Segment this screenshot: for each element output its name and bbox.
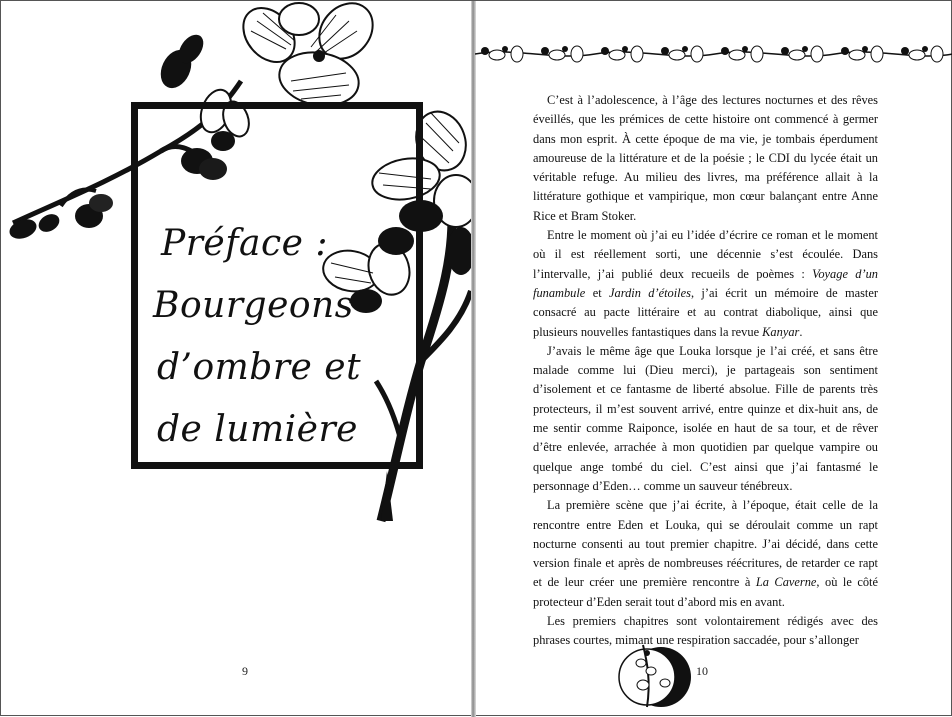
page-number-left: 9 xyxy=(242,664,248,678)
right-page xyxy=(475,1,952,717)
italic-title: La Caverne xyxy=(755,575,817,590)
italic-title: Voyage d’un funambule xyxy=(533,266,878,300)
text-run: . xyxy=(799,324,803,339)
text-run: Entre le moment où j’ai eu l’idée d’écrire ce roman et le moment où il est réellement sorti, une décennie s’est écoulée. Dans l’intervalle, j’ai publié deux recueils de poèmes : xyxy=(533,228,878,281)
text-run: La première scène que j’ai écrite, à l’époque, était celle de la rencontre entre Eden et Louka, qui se déroulait comme un rapt nocturne consenti au tout premier chapitre. J’ai décidé, dans cette version finale et après de nombreuses réécritures, de retarder ce rapt et de leur créer une première rencontre à xyxy=(533,498,878,590)
title-line-2: Bourgeons xyxy=(153,285,354,326)
text-run: et xyxy=(585,285,610,300)
page-number-right: 10 xyxy=(696,664,708,678)
preface-body xyxy=(533,91,878,651)
paragraph xyxy=(533,612,878,651)
title-line-3: d’ombre et xyxy=(157,347,362,388)
text-run: , où le côté protecteur d’Eden serait tout d’abord mis en avant. xyxy=(533,575,878,609)
paragraph xyxy=(533,342,878,496)
orchid-banner xyxy=(475,37,952,71)
text-run: Les premiers chapitres sont volontairement rédigés avec des phrases courtes, mimant une respiration saccadée, pour s’allonger xyxy=(533,614,878,648)
orchid-moon-ornament xyxy=(617,641,697,711)
title-line-1: Préface : xyxy=(161,223,329,264)
text-run: C’est à l’adolescence, à l’âge des lectures nocturnes et des rêves éveillés, que les prémices de cette histoire ont commencé à germer dans mon esprit. À cette époque de ma vie, je tombais éperdument amoureuse de la littérature et de la poésie ; le CDI du lycée était un véritable refuge. Au milieu des livres, ma préférence allait à la littérature gothique et vampirique, mon cœur balançant entre Anne Rice et Bram Stoker. xyxy=(533,93,878,223)
title-line-4: de lumière xyxy=(157,409,358,450)
text-run: , j’ai écrit un mémoire de master consacré au pacte littéraire et au contrat diabolique, ainsi que plusieurs nouvelles fantastiques dans la revue xyxy=(533,285,878,339)
text-run: J’avais le même âge que Louka lorsque je l’ai créé, et sans être malade comme lui (Dieu merci), je partageais son sentiment d’isolement et ce fantasme de liberté absolue. Fille de parents très protecteurs, il m’est souvent arrivé, entre quinze et dix-huit ans, de me sentir comme Raiponce, isolée en haut de sa tour, et de rêver d’être enlevée, arrachée à mon quotidien par quelque vampire ou quelque ange tombé du ciel. C’est ainsi que j’ai fantasmé le personnage d’Eden… comme un sauveur ténébreux. xyxy=(533,343,878,493)
italic-title: Jardin d’étoiles xyxy=(609,285,691,300)
paragraph xyxy=(533,226,878,342)
italic-title: Kanyar xyxy=(762,324,800,339)
paragraph xyxy=(533,496,878,612)
paragraph xyxy=(533,91,878,226)
left-page xyxy=(1,1,473,717)
